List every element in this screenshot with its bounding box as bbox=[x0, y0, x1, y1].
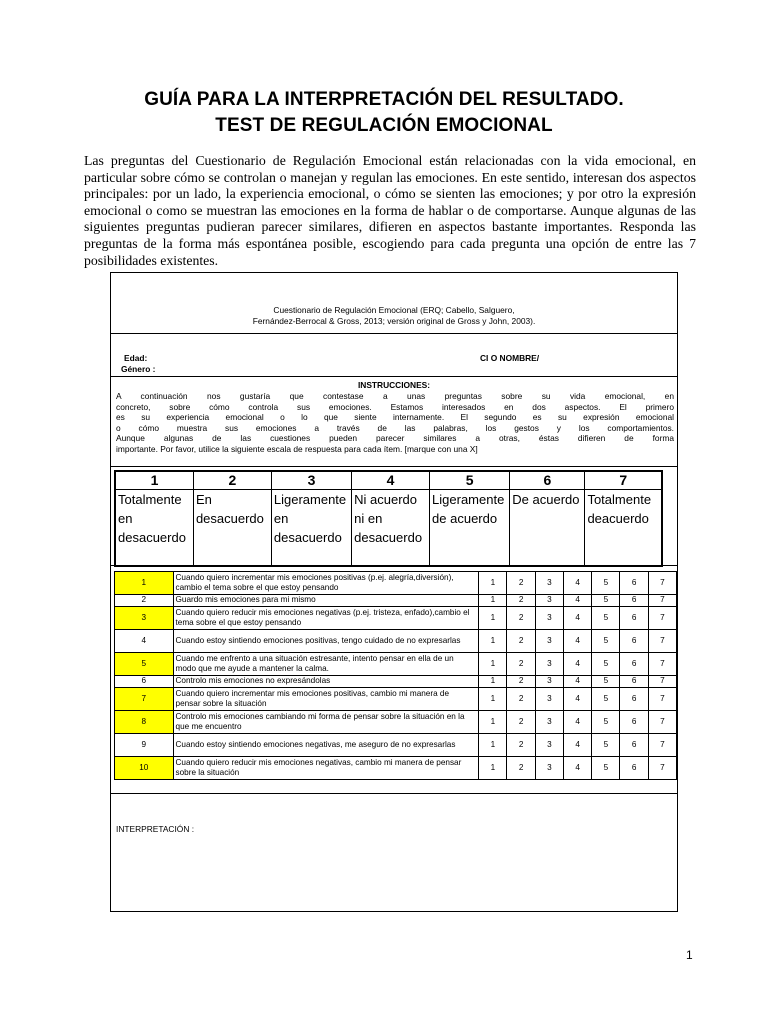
answer-option-cell[interactable]: 6 bbox=[620, 757, 648, 780]
page-title-line2: TEST DE REGULACIÓN EMOCIONAL bbox=[215, 115, 553, 136]
item-question: Guardo mis emociones para mi mismo bbox=[173, 595, 479, 607]
answer-option-cell[interactable]: 5 bbox=[592, 607, 620, 630]
scale-number: 6 bbox=[510, 471, 585, 490]
answer-option-cell[interactable]: 2 bbox=[507, 607, 535, 630]
item-number: 4 bbox=[115, 630, 174, 653]
answer-option-cell[interactable]: 4 bbox=[563, 653, 591, 676]
answer-option-cell[interactable]: 7 bbox=[648, 676, 676, 688]
items-table bbox=[114, 571, 677, 780]
answer-option-cell[interactable]: 7 bbox=[648, 572, 676, 595]
answer-option-cell[interactable]: 1 bbox=[479, 734, 507, 757]
answer-option-cell[interactable]: 4 bbox=[563, 734, 591, 757]
answer-option-cell[interactable]: 3 bbox=[535, 688, 563, 711]
scale-label: Ligeramente de acuerdo bbox=[430, 490, 510, 567]
answer-option-cell[interactable]: 1 bbox=[479, 757, 507, 780]
questionnaire-reference: Cuestionario de Regulación Emocional (ERQ; Cabello, Salguero, Fernández-Berrocal & Gross, 2013; versión original de Gross y John, 2003). bbox=[252, 305, 536, 326]
scale-label: Totalmente en desacuerdo bbox=[115, 490, 193, 567]
answer-option-cell[interactable]: 4 bbox=[563, 572, 591, 595]
scale-label: En desacuerdo bbox=[193, 490, 271, 567]
answer-option-cell[interactable]: 3 bbox=[535, 757, 563, 780]
answer-option-cell[interactable]: 6 bbox=[620, 688, 648, 711]
answer-option-cell[interactable]: 2 bbox=[507, 757, 535, 780]
genero-label: Género : bbox=[121, 364, 156, 374]
answer-option-cell[interactable]: 6 bbox=[620, 734, 648, 757]
item-number: 9 bbox=[115, 734, 174, 757]
ci-nombre-label: CI O NOMBRE/ bbox=[480, 353, 540, 363]
answer-option-cell[interactable]: 6 bbox=[620, 630, 648, 653]
item-question: Cuando estoy sintiendo emociones negativas, me aseguro de no expresarlas bbox=[173, 734, 479, 757]
table-row bbox=[115, 688, 677, 711]
instructions-line: es su experiencia emocional o lo que siente internamente. El segundo es su expresión emocional bbox=[116, 412, 674, 423]
answer-option-cell[interactable]: 3 bbox=[535, 711, 563, 734]
answer-option-cell[interactable]: 1 bbox=[479, 676, 507, 688]
answer-option-cell[interactable]: 1 bbox=[479, 711, 507, 734]
answer-option-cell[interactable]: 4 bbox=[563, 757, 591, 780]
answer-option-cell[interactable]: 3 bbox=[535, 572, 563, 595]
answer-option-cell[interactable]: 4 bbox=[563, 595, 591, 607]
answer-option-cell[interactable]: 6 bbox=[620, 572, 648, 595]
table-row bbox=[115, 734, 677, 757]
interpretation-label: INTERPRETACIÓN : bbox=[116, 824, 195, 834]
answer-option-cell[interactable]: 5 bbox=[592, 630, 620, 653]
table-row bbox=[115, 757, 677, 780]
item-number: 8 bbox=[115, 711, 174, 734]
instructions-line: Aunque algunas de las cuestiones pueden parecer similares a otras, éstas difieren de forma bbox=[116, 433, 674, 444]
divider bbox=[111, 565, 677, 566]
instructions-line: A continuación nos gustaría que contestase a unas preguntas sobre su vida emocional, en bbox=[116, 391, 674, 401]
scale-number: 4 bbox=[352, 471, 430, 490]
table-row bbox=[115, 572, 677, 595]
table-row bbox=[115, 630, 677, 653]
answer-option-cell[interactable]: 4 bbox=[563, 688, 591, 711]
answer-option-cell[interactable]: 7 bbox=[648, 653, 676, 676]
divider bbox=[111, 333, 677, 334]
answer-option-cell[interactable]: 1 bbox=[479, 688, 507, 711]
divider bbox=[111, 466, 677, 467]
item-number: 1 bbox=[115, 572, 174, 595]
item-number: 6 bbox=[115, 676, 174, 688]
table-row bbox=[115, 607, 677, 630]
answer-option-cell[interactable]: 7 bbox=[648, 711, 676, 734]
answer-option-cell[interactable]: 7 bbox=[648, 607, 676, 630]
scale-number: 1 bbox=[115, 471, 193, 490]
answer-option-cell[interactable]: 1 bbox=[479, 653, 507, 676]
instructions-line: concreto, sobre cómo controla sus emociones. Estamos interesados en dos aspectos. El primero bbox=[116, 401, 674, 412]
answer-option-cell[interactable]: 5 bbox=[592, 688, 620, 711]
item-number: 3 bbox=[115, 607, 174, 630]
answer-option-cell[interactable]: 2 bbox=[507, 630, 535, 653]
answer-option-cell[interactable]: 7 bbox=[648, 688, 676, 711]
scale-label: Ligeramente en desacuerdo bbox=[271, 490, 351, 567]
scale-number: 7 bbox=[585, 471, 662, 490]
answer-option-cell[interactable]: 4 bbox=[563, 607, 591, 630]
questionnaire-form bbox=[110, 272, 678, 912]
answer-option-cell[interactable]: 5 bbox=[592, 734, 620, 757]
instructions-line: o cómo muestra sus emociones a través de las palabras, los gestos y los comportamientos. bbox=[116, 422, 674, 433]
item-number: 2 bbox=[115, 595, 174, 607]
page-title-line1: GUÍA PARA LA INTERPRETACIÓN DEL RESULTADO. bbox=[144, 89, 624, 110]
answer-option-cell[interactable]: 1 bbox=[479, 607, 507, 630]
answer-option-cell[interactable]: 5 bbox=[592, 653, 620, 676]
answer-option-cell[interactable]: 6 bbox=[620, 607, 648, 630]
answer-option-cell[interactable]: 4 bbox=[563, 630, 591, 653]
item-number: 7 bbox=[115, 688, 174, 711]
table-row bbox=[115, 711, 677, 734]
answer-option-cell[interactable]: 2 bbox=[507, 595, 535, 607]
answer-option-cell[interactable]: 3 bbox=[535, 607, 563, 630]
answer-option-cell[interactable]: 7 bbox=[648, 734, 676, 757]
answer-option-cell[interactable]: 2 bbox=[507, 688, 535, 711]
item-question: Cuando quiero reducir mis emociones negativas, cambio mi manera de pensar sobre la situación bbox=[173, 757, 479, 780]
response-scale bbox=[114, 470, 663, 567]
edad-label: Edad: bbox=[124, 353, 148, 363]
item-number: 5 bbox=[115, 653, 174, 676]
scale-label: Ni acuerdo ni en desacuerdo bbox=[352, 490, 430, 567]
answer-option-cell[interactable]: 3 bbox=[535, 653, 563, 676]
instructions-line: importante. Por favor, utilice la siguiente escala de respuesta para cada ítem. [marque con una X] bbox=[116, 444, 478, 454]
answer-option-cell[interactable]: 2 bbox=[507, 572, 535, 595]
answer-option-cell[interactable]: 3 bbox=[535, 595, 563, 607]
table-row bbox=[115, 676, 677, 688]
answer-option-cell[interactable]: 6 bbox=[620, 676, 648, 688]
answer-option-cell[interactable]: 2 bbox=[507, 676, 535, 688]
instructions-title: INSTRUCCIONES: bbox=[357, 380, 431, 390]
answer-option-cell[interactable]: 3 bbox=[535, 630, 563, 653]
answer-option-cell[interactable]: 3 bbox=[535, 734, 563, 757]
item-question: Cuando estoy sintiendo emociones positivas, tengo cuidado de no expresarlas bbox=[173, 630, 479, 653]
item-question: Controlo mis emociones cambiando mi forma de pensar sobre la situación en la que me encuentro bbox=[173, 711, 479, 734]
answer-option-cell[interactable]: 2 bbox=[507, 711, 535, 734]
answer-option-cell[interactable]: 2 bbox=[507, 734, 535, 757]
answer-option-cell[interactable]: 5 bbox=[592, 757, 620, 780]
item-number: 10 bbox=[115, 757, 174, 780]
page-number: 1 bbox=[686, 948, 693, 962]
scale-number: 3 bbox=[271, 471, 351, 490]
item-question: Cuando quiero incrementar mis emociones positivas (p.ej. alegría,diversión), cambio el tema sobre el que estoy pensando bbox=[173, 572, 479, 595]
divider bbox=[111, 376, 677, 377]
item-question: Cuando me enfrento a una situación estresante, intento pensar en ella de un modo que me ayude a mantener la calma. bbox=[173, 653, 479, 676]
item-question: Cuando quiero reducir mis emociones negativas (p.ej. tristeza, enfado),cambio el tema sobre el que estoy pensando bbox=[173, 607, 479, 630]
answer-option-cell[interactable]: 7 bbox=[648, 595, 676, 607]
scale-label: De acuerdo bbox=[510, 490, 585, 567]
answer-option-cell[interactable]: 7 bbox=[648, 630, 676, 653]
answer-option-cell[interactable]: 3 bbox=[535, 676, 563, 688]
answer-option-cell[interactable]: 4 bbox=[563, 711, 591, 734]
table-row bbox=[115, 595, 677, 607]
answer-option-cell[interactable]: 2 bbox=[507, 653, 535, 676]
answer-option-cell[interactable]: 1 bbox=[479, 595, 507, 607]
answer-option-cell[interactable]: 6 bbox=[620, 595, 648, 607]
scale-label: Totalmente deacuerdo bbox=[585, 490, 662, 567]
answer-option-cell[interactable]: 1 bbox=[479, 572, 507, 595]
answer-option-cell[interactable]: 4 bbox=[563, 676, 591, 688]
answer-option-cell[interactable]: 7 bbox=[648, 757, 676, 780]
divider bbox=[111, 793, 677, 794]
answer-option-cell[interactable]: 6 bbox=[620, 653, 648, 676]
item-question: Cuando quiero incrementar mis emociones positivas, cambio mi manera de pensar sobre la situación bbox=[173, 688, 479, 711]
table-row bbox=[115, 653, 677, 676]
answer-option-cell[interactable]: 1 bbox=[479, 630, 507, 653]
answer-option-cell[interactable]: 5 bbox=[592, 676, 620, 688]
item-question: Controlo mis emociones no expresándolas bbox=[173, 676, 479, 688]
scale-number: 5 bbox=[430, 471, 510, 490]
answer-option-cell[interactable]: 5 bbox=[592, 572, 620, 595]
intro-paragraph: Las preguntas del Cuestionario de Regulación Emocional están relacionadas con la vida emocional, en particular sobre cómo se controlan o manejan y regulan las emociones. En este sentido, interesan dos aspectos principales: por un lado, la experiencia emocional, o cómo se sienten las emociones; y por otro la expresión emocional o como se muestran las emociones en la forma de hablar o de comportarse. Aunque algunas de las siguientes preguntas pudieran parecer similares, difieren en aspectos bastante importantes. Responda las preguntas de la forma más espontánea posible, escogiendo para cada pregunta una opción de entre las 7 posibilidades existentes. bbox=[84, 153, 696, 268]
answer-option-cell[interactable]: 5 bbox=[592, 595, 620, 607]
answer-option-cell[interactable]: 5 bbox=[592, 711, 620, 734]
scale-number: 2 bbox=[193, 471, 271, 490]
answer-option-cell[interactable]: 6 bbox=[620, 711, 648, 734]
